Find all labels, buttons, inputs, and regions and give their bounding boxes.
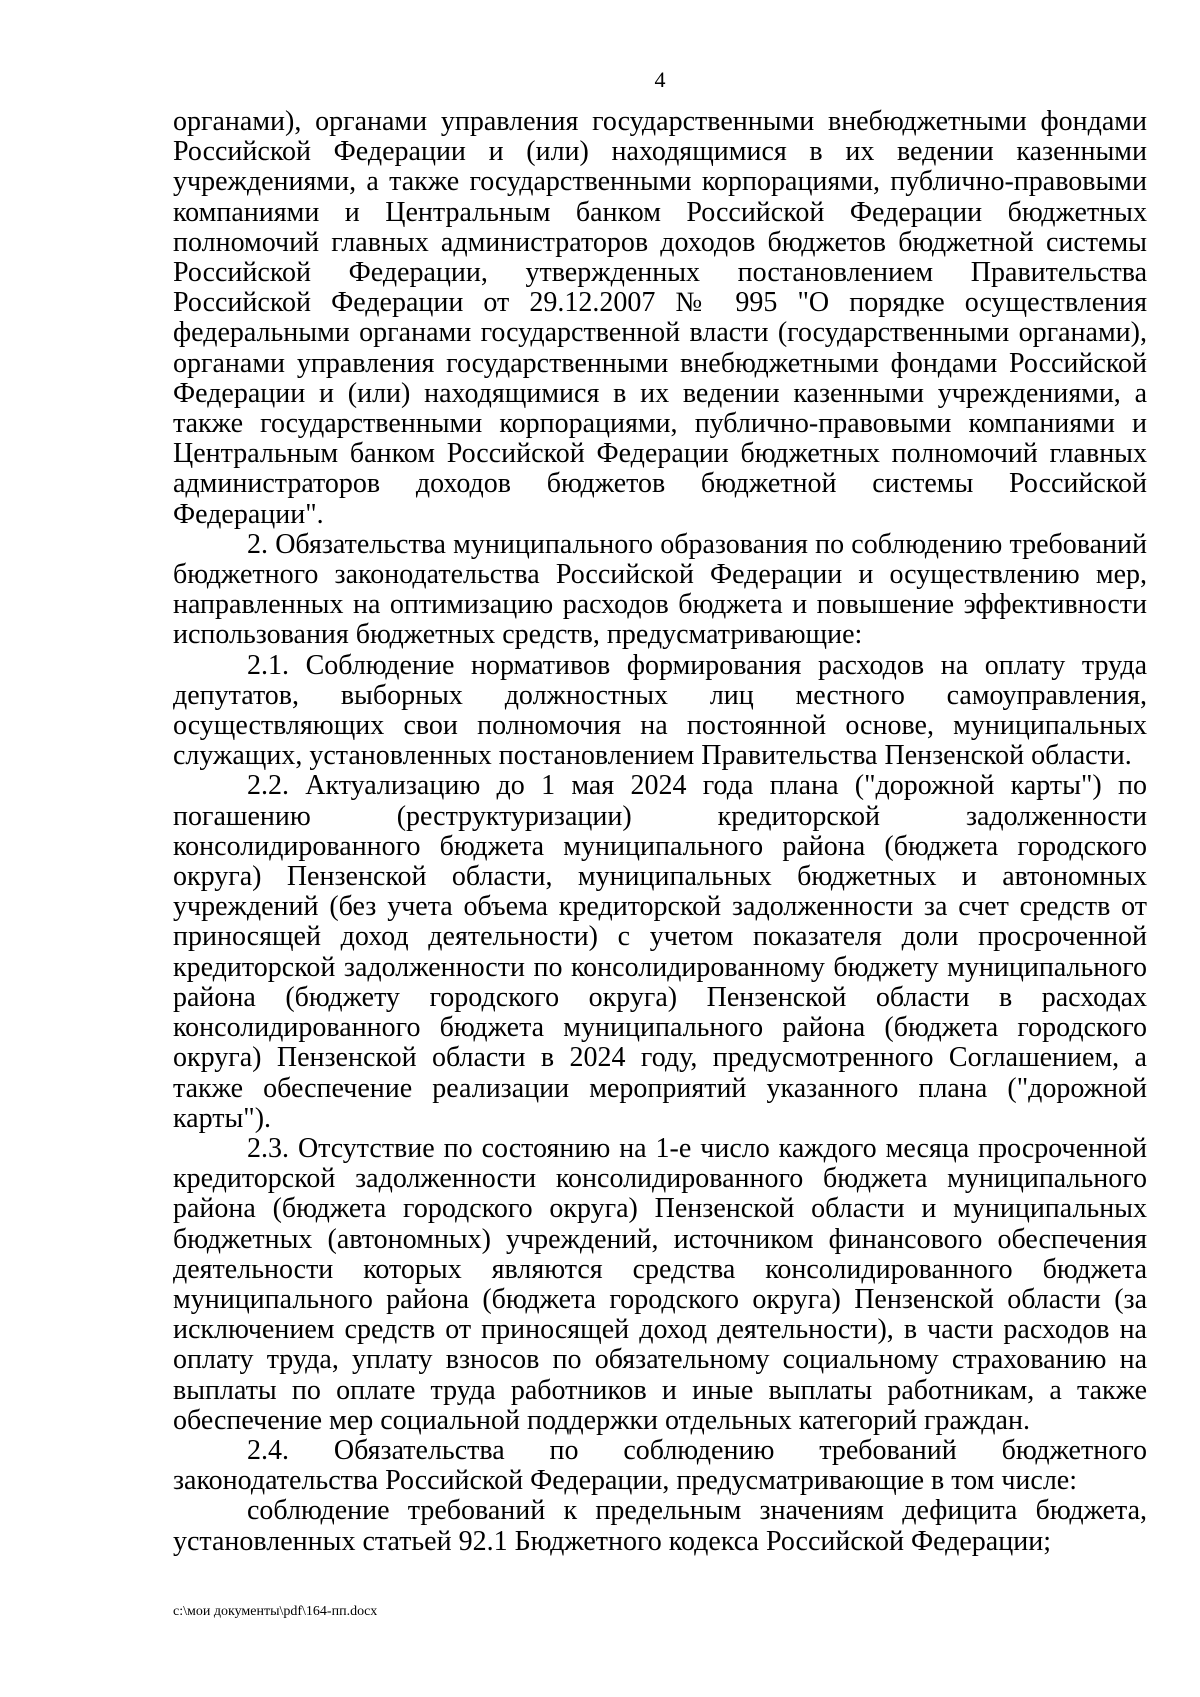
paragraph-2-1: 2.1. Соблюдение нормативов формирования расходов на оплату труда депутатов, выборных должностных лиц местного самоуправления, осуществляющих свои полномочия на постоянной основе, муниципальных служащих, установленных постановлением Правительства Пензенской области. bbox=[173, 649, 1147, 772]
paragraph-deficit-requirement: соблюдение требований к предельным значениям дефицита бюджета, установленных статьей 92.1 Бюджетного кодекса Российской Федерации; bbox=[173, 1495, 1147, 1557]
paragraph-2-2: 2.2. Актуализацию до 1 мая 2024 года плана ("дорожной карты") по погашению (реструктуризации) кредиторской задолженности консолидированного бюджета муниципального района (бюджета городского округа) Пензенской области, муниципальных бюджетных и автономных учреждений (без учета объема кредиторской задолженности за счет средств от приносящей доход деятельности) с учетом показателя доли просроченной кредиторской задолженности по консолидированному бюджету муниципального района (бюджету городского округа) Пензенской области в расходах консолидированного бюджета муниципального района (бюджета городского округа) Пензенской области в 2024 году, предусмотренного Соглашением, а также обеспечение реализации мероприятий указанного плана ("дорожной карты"). bbox=[173, 770, 1147, 1134]
paragraph-continuation: органами), органами управления государственными внебюджетными фондами Российской Федерации и (или) находящимися в их ведении казенными учреждениями, а также государственными корпорациями, публично-правовыми компаниями и Центральным банком Российской Федерации бюджетных полномочий главных администраторов доходов бюджетов бюджетной системы Российской Федерации, утвержденных постановлением Правительства Российской Федерации от 29.12.2007 № 995 "О порядке осуществления федеральными органами государственной власти (государственными органами), органами управления государственными внебюджетными фондами Российской Федерации и (или) находящимися в их ведении казенными учреждениями, а также государственными корпорациями, публично-правовыми компаниями и Центральным банком Российской Федерации бюджетных полномочий главных администраторов доходов бюджетов бюджетной системы Российской Федерации". bbox=[173, 106, 1147, 530]
page-number: 4 bbox=[654, 67, 666, 92]
paragraph-2: 2. Обязательства муниципального образования по соблюдению требований бюджетного законодательства Российской Федерации и осуществлению мер, направленных на оптимизацию расходов бюджета и повышение эффективности использования бюджетных средств, предусматривающие: bbox=[173, 528, 1147, 651]
paragraph-2-4: 2.4. Обязательства по соблюдению требований бюджетного законодательства Российской Федерации, предусматривающие в том числе: bbox=[173, 1434, 1147, 1497]
footer-file-path: c:\мои документы\pdf\164-пп.docx bbox=[173, 1604, 378, 1619]
paragraph-2-3: 2.3. Отсутствие по состоянию на 1-е число каждого месяца просроченной кредиторской задолженности консолидированного бюджета муниципального района (бюджета городского округа) Пензенской области и муниципальных бюджетных (автономных) учреждений, источником финансового обеспечения деятельности которых являются средства консолидированного бюджета муниципального района (бюджета городского округа) Пензенской области (за исключением средств от приносящей доход деятельности), в части расходов на оплату труда, уплату взносов по обязательному социальному страхованию на выплаты по оплате труда работников и иные выплаты работникам, а также обеспечение мер социальной поддержки отдельных категорий граждан. bbox=[173, 1132, 1147, 1436]
document-body bbox=[173, 107, 1147, 1557]
